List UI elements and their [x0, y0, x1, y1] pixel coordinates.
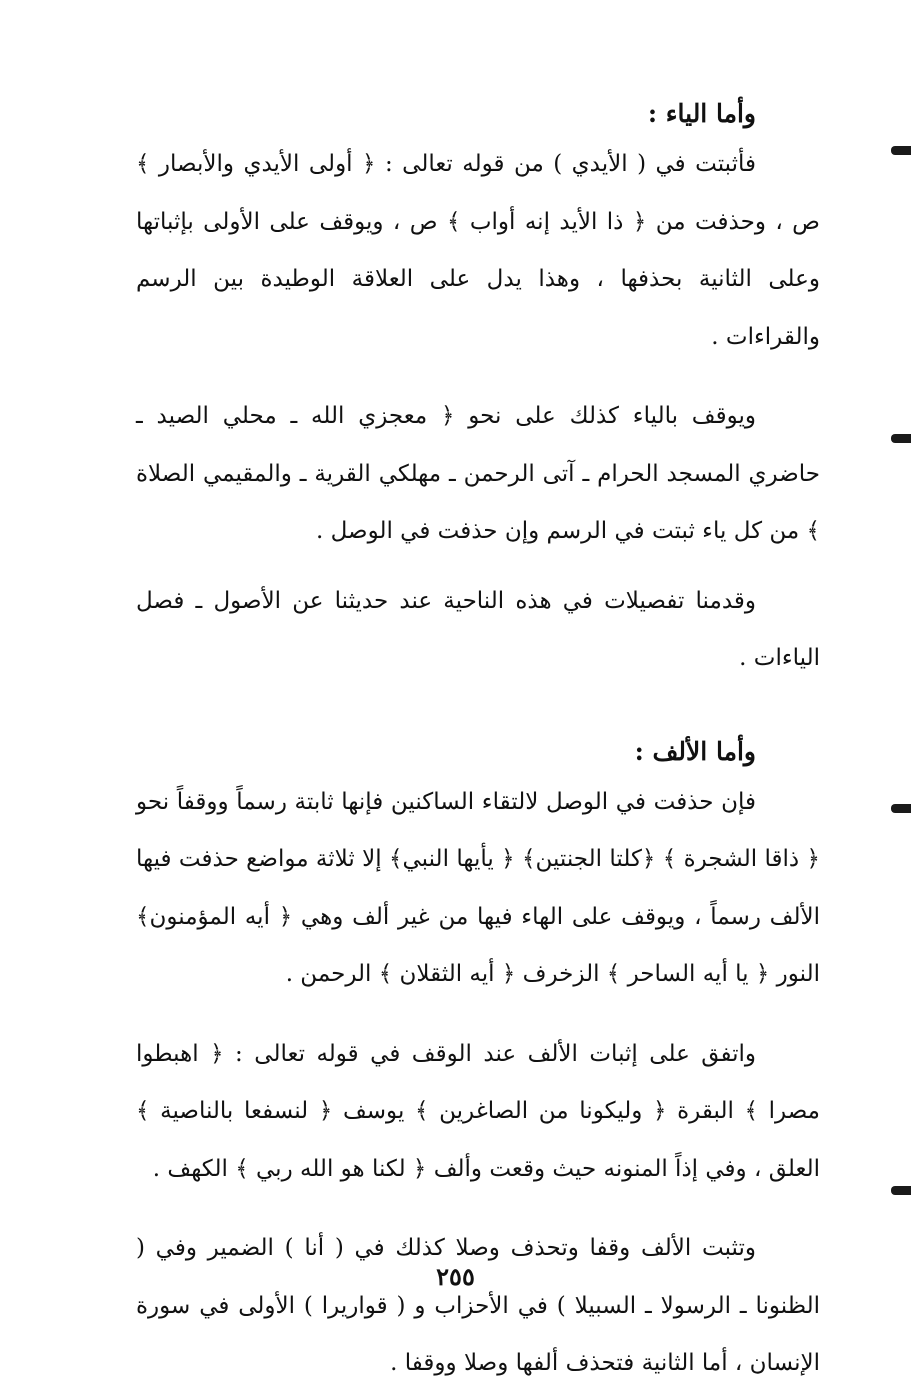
page-number: ٢٥٥ [436, 1262, 475, 1291]
paragraph-alif-1: فإن حذفت في الوصل لالتقاء الساكنين فإنها ثابتة رسماً ووقفاً نحو ﴿ ذاقا الشجرة ﴾ ﴿كلتا الجنتين﴾ ﴿ يأيها النبي﴾ إلا ثلاثة مواضع حذفت فيها الألف رسماً ، ويوقف على الهاء فيها من غير ألف وهي ﴿ أيه المؤمنون﴾ النور ﴿ يا أيه الساحر ﴾ الزخرف ﴿ أيه الثقلان ﴾ الرحمن . [136, 788, 820, 987]
paragraph-alif-3: وتثبت الألف وقفا وتحذف وصلا كذلك في ( أنا ) الضمير وفي ( الظنونا ـ الرسولا ـ السبيلا ) في الأحزاب و ( قواريرا ) الأولى في سورة الإنسان ، أما الثانية فتحذف ألفها وصلا ووقفا . [136, 1235, 820, 1376]
scan-edge-mark [891, 1186, 911, 1195]
paragraph-ya-3: وقدمنا تفصيلات في هذه الناحية عند حديثنا عن الأصول ـ فصل الياءات . [136, 587, 820, 671]
section-heading-alif: وأما الألف : [634, 736, 756, 766]
scan-edge-mark [891, 146, 911, 155]
page-body [136, 96, 820, 1393]
section-heading-ya: وأما الياء : [647, 99, 756, 128]
scan-edge-mark [891, 434, 911, 443]
paragraph-ya-2: ويوقف بالياء كذلك على نحو ﴿ معجزي الله ـ محلي الصيد ـ حاضري المسجد الحرام ـ آتى الرحمن ـ مهلكي القرية ـ والمقيمي الصلاة ﴾ من كل ياء ثبتت في الرسم وإن حذفت في الوصل . [136, 403, 820, 544]
scan-edge-mark [891, 804, 911, 813]
paragraph-ya-1: فأثبتت في ( الأيدي ) من قوله تعالى : ﴿ أولى الأيدي والأبصار ﴾ ص ، وحذفت من ﴿ ذا الأيد إنه أواب ﴾ ص ، ويوقف على الأولى بإثباتها وعلى الثانية بحذفها ، وهذا يدل على العلاقة الوطيدة بين الرسم والقراءات . [136, 151, 820, 350]
paragraph-alif-2: واتفق على إثبات الألف عند الوقف في قوله تعالى : ﴿ اهبطوا مصرا ﴾ البقرة ﴿ وليكونا من الصاغرين ﴾ يوسف ﴿ لنسفعا بالناصية ﴾ العلق ، وفي إذاً المنونه حيث وقعت وألف ﴿ لكنا هو الله ربي ﴾ الكهف . [136, 1040, 820, 1182]
